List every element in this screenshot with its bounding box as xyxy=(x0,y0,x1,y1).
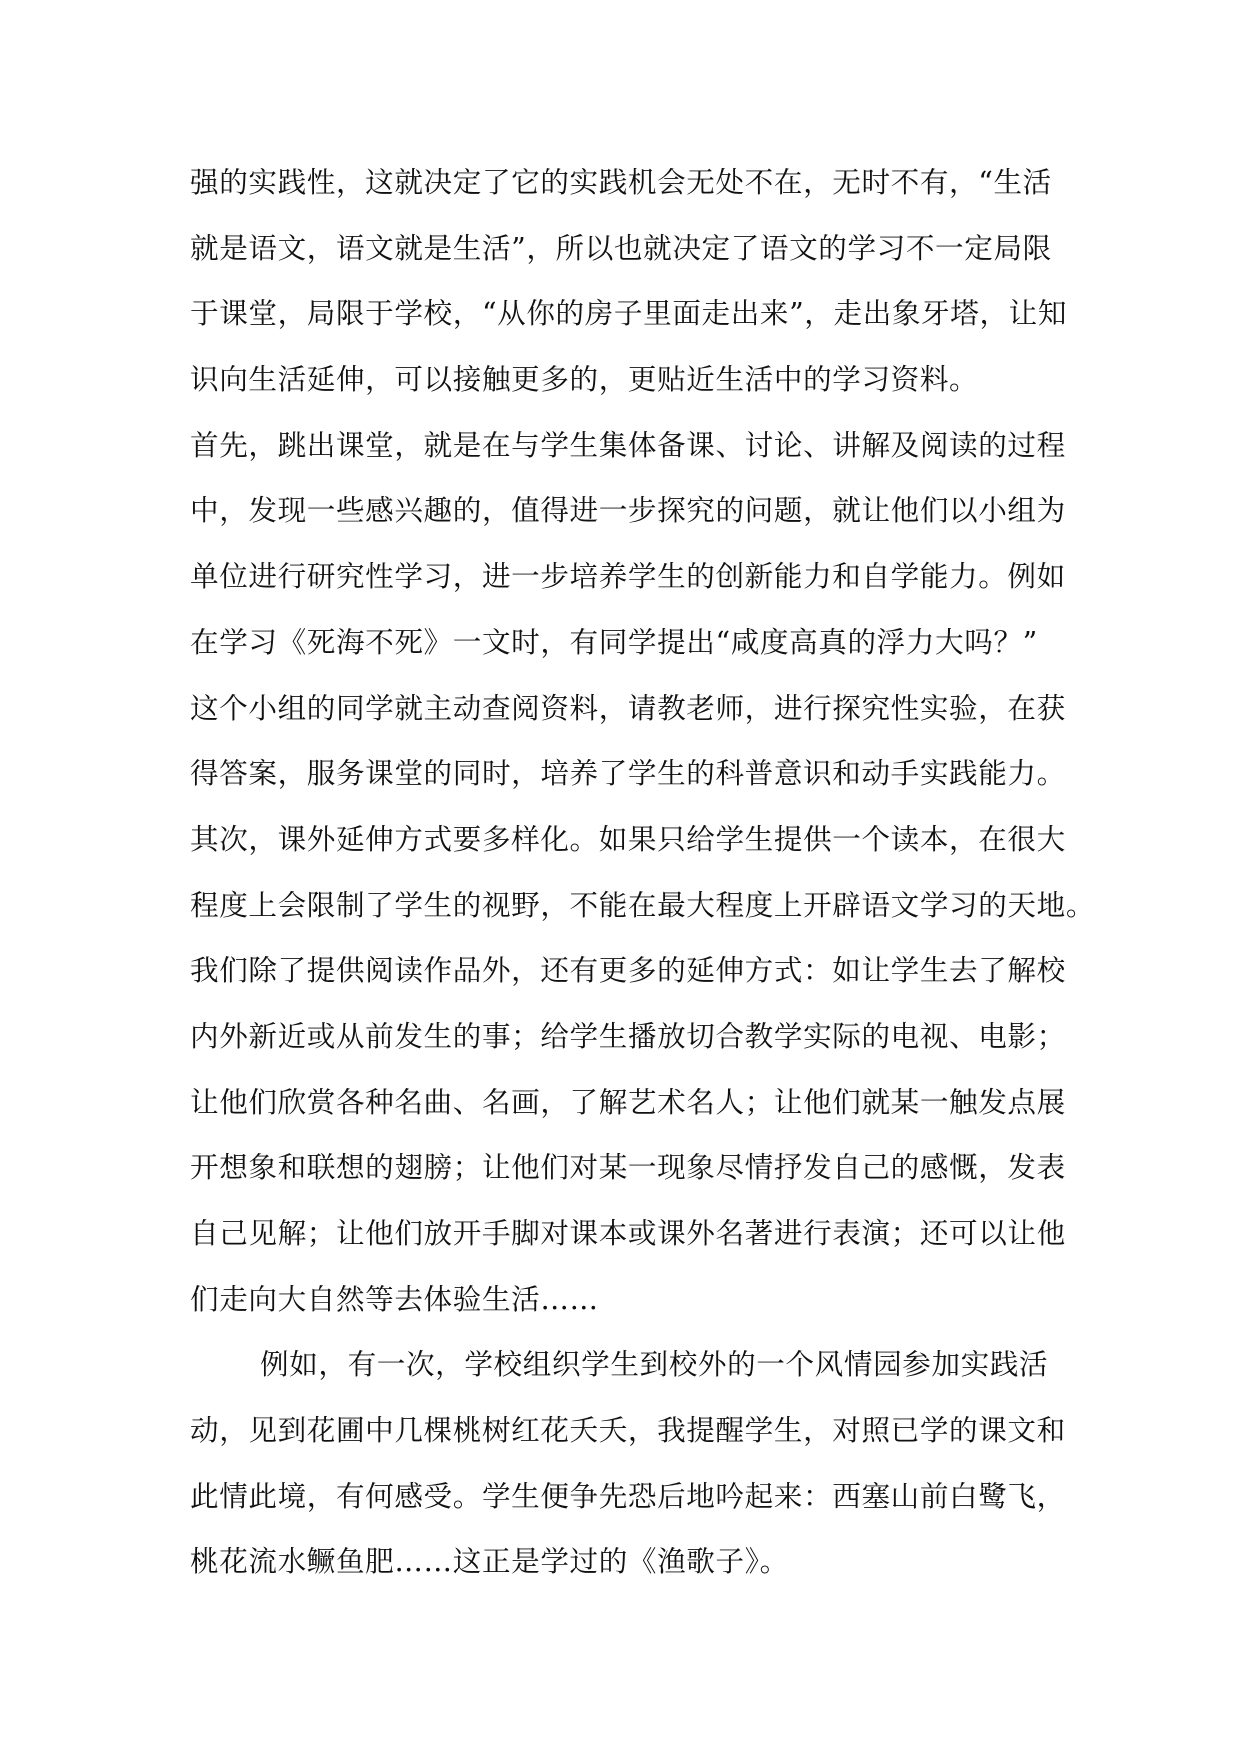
text-line: 于课堂，局限于学校，“从你的房子里面走出来”，走出象牙塔，让知 xyxy=(190,296,1068,331)
text-line: 让他们欣赏各种名曲、名画，了解艺术名人；让他们就某一触发点展 xyxy=(190,1084,1066,1119)
text-line: 这个小组的同学就主动查阅资料，请教老师，进行探究性实验，在获 xyxy=(190,690,1066,725)
text-line: 动，见到花圃中几棵桃树红花夭夭，我提醒学生，对照已学的课文和 xyxy=(190,1413,1066,1448)
text-line: 内外新近或从前发生的事；给学生播放切合教学实际的电视、电影； xyxy=(190,1018,1066,1053)
text-line: 自己见解；让他们放开手脚对课本或课外名著进行表演；还可以让他 xyxy=(190,1216,1066,1250)
text-line: 中，发现一些感兴趣的，值得进一步探究的问题，就让他们以小组为 xyxy=(190,493,1066,528)
text-line: 我们除了提供阅读作品外，还有更多的延伸方式：如让学生去了解校 xyxy=(190,953,1066,988)
text-line: 其次，课外延伸方式要多样化。如果只给学生提供一个读本，在很大 xyxy=(190,821,1066,856)
text-line: 强的实践性，这就决定了它的实践机会无处不在，无时不有，“生活 xyxy=(190,165,1052,199)
text-line: 首先，跳出课堂，就是在与学生集体备课、讨论、讲解及阅读的过程 xyxy=(190,427,1066,462)
text-line: 得答案，服务课堂的同时，培养了学生的科普意识和动手实践能力。 xyxy=(190,756,1066,791)
text-line-indented: 例如，有一次，学校组织学生到校外的一个风情园参加实践活 xyxy=(260,1347,1049,1382)
text-line: 此情此境，有何感受。学生便争先恐后地吟起来：西塞山前白鹭飞， xyxy=(190,1478,1066,1513)
text-line: 在学习《死海不死》一文时，有同学提出“咸度高真的浮力大吗？” xyxy=(190,624,1038,659)
text-line: 程度上会限制了学生的视野，不能在最大程度上开辟语文学习的天地。 xyxy=(190,887,1096,922)
text-line: 就是语文，语文就是生活”，所以也就决定了语文的学习不一定局限 xyxy=(190,230,1052,265)
text-line: 桃花流水鳜鱼肥……这正是学过的《渔歌子》。 xyxy=(190,1544,789,1579)
text-line: 开想象和联想的翅膀；让他们对某一现象尽情抒发自己的感慨，发表 xyxy=(190,1150,1066,1185)
text-line: 识向生活延伸，可以接触更多的，更贴近生活中的学习资料。 xyxy=(190,362,979,397)
text-line: 单位进行研究性学习，进一步培养学生的创新能力和自学能力。例如 xyxy=(190,559,1066,594)
text-line: 们走向大自然等去体验生活…… xyxy=(190,1281,599,1316)
body-text xyxy=(190,160,1096,1605)
